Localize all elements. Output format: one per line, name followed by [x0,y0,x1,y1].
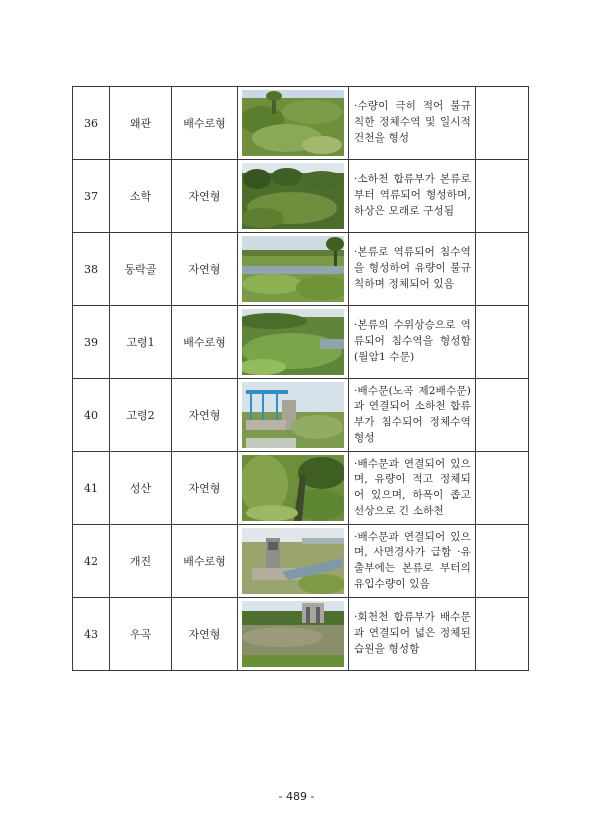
site-name: 성산 [110,452,172,525]
site-type: 자연형 [172,598,238,671]
site-description: ·배수문(노곡 제2배수문)과 연결되어 소하천 합류부가 침수되어 정체수역 형성 [349,379,476,452]
row-number: 36 [73,87,110,160]
site-photo-cell [238,306,349,379]
table-row [73,525,529,598]
site-photo [242,601,344,667]
row-number: 38 [73,233,110,306]
site-photo [242,382,344,448]
site-type: 배수로형 [172,87,238,160]
site-type: 자연형 [172,233,238,306]
blank-cell [476,525,529,598]
site-description: ·회천천 합류부가 배수문과 연결되어 넓은 정체된 습원을 형성함 [349,598,476,671]
site-name: 고령2 [110,379,172,452]
table-row [73,452,529,525]
site-photo-cell [238,87,349,160]
table-row [73,233,529,306]
site-type: 자연형 [172,379,238,452]
site-photo [242,309,344,375]
row-number: 37 [73,160,110,233]
site-photo [242,163,344,229]
site-name: 개진 [110,525,172,598]
row-number: 39 [73,306,110,379]
table-row [73,87,529,160]
site-name: 소학 [110,160,172,233]
site-type: 자연형 [172,160,238,233]
site-photo-cell [238,525,349,598]
wetland-table [72,86,529,671]
site-name: 고령1 [110,306,172,379]
site-photo [242,90,344,156]
row-number: 42 [73,525,110,598]
site-type: 자연형 [172,452,238,525]
site-description: ·수량이 극히 적어 불규칙한 정체수역 및 일시적 건천을 형성 [349,87,476,160]
table-row [73,160,529,233]
site-photo-cell [238,598,349,671]
site-name: 동락골 [110,233,172,306]
row-number: 43 [73,598,110,671]
site-photo [242,455,344,521]
site-photo-cell [238,233,349,306]
table-row [73,598,529,671]
blank-cell [476,87,529,160]
site-description: ·본류로 역류되어 침수역을 형성하여 유량이 불규칙하며 정체되어 있음 [349,233,476,306]
site-description: ·본류의 수위상승으로 역류되어 침수역을 형성함(월암1 수문) [349,306,476,379]
site-description: ·소하천 합류부가 본류로부터 역류되어 형성하며, 하상은 모래로 구성됨 [349,160,476,233]
site-photo-cell [238,379,349,452]
blank-cell [476,233,529,306]
page-number: - 489 - [278,790,315,803]
site-description: ·배수문과 연결되어 있으며, 사면경사가 급함 ·유출부에는 본류로 부터의 유입수량이 있음 [349,525,476,598]
blank-cell [476,598,529,671]
site-name: 왜관 [110,87,172,160]
site-photo [242,236,344,302]
blank-cell [476,452,529,525]
blank-cell [476,306,529,379]
row-number: 41 [73,452,110,525]
row-number: 40 [73,379,110,452]
site-photo-cell [238,452,349,525]
site-photo [242,528,344,594]
site-type: 배수로형 [172,525,238,598]
table-row [73,306,529,379]
blank-cell [476,160,529,233]
blank-cell [476,379,529,452]
site-type: 배수로형 [172,306,238,379]
site-name: 우곡 [110,598,172,671]
site-description: ·배수문과 연결되어 있으며, 유량이 적고 정체되어 있으며, 하폭이 좁고 선상으로 긴 소하천 [349,452,476,525]
site-photo-cell [238,160,349,233]
table-row [73,379,529,452]
